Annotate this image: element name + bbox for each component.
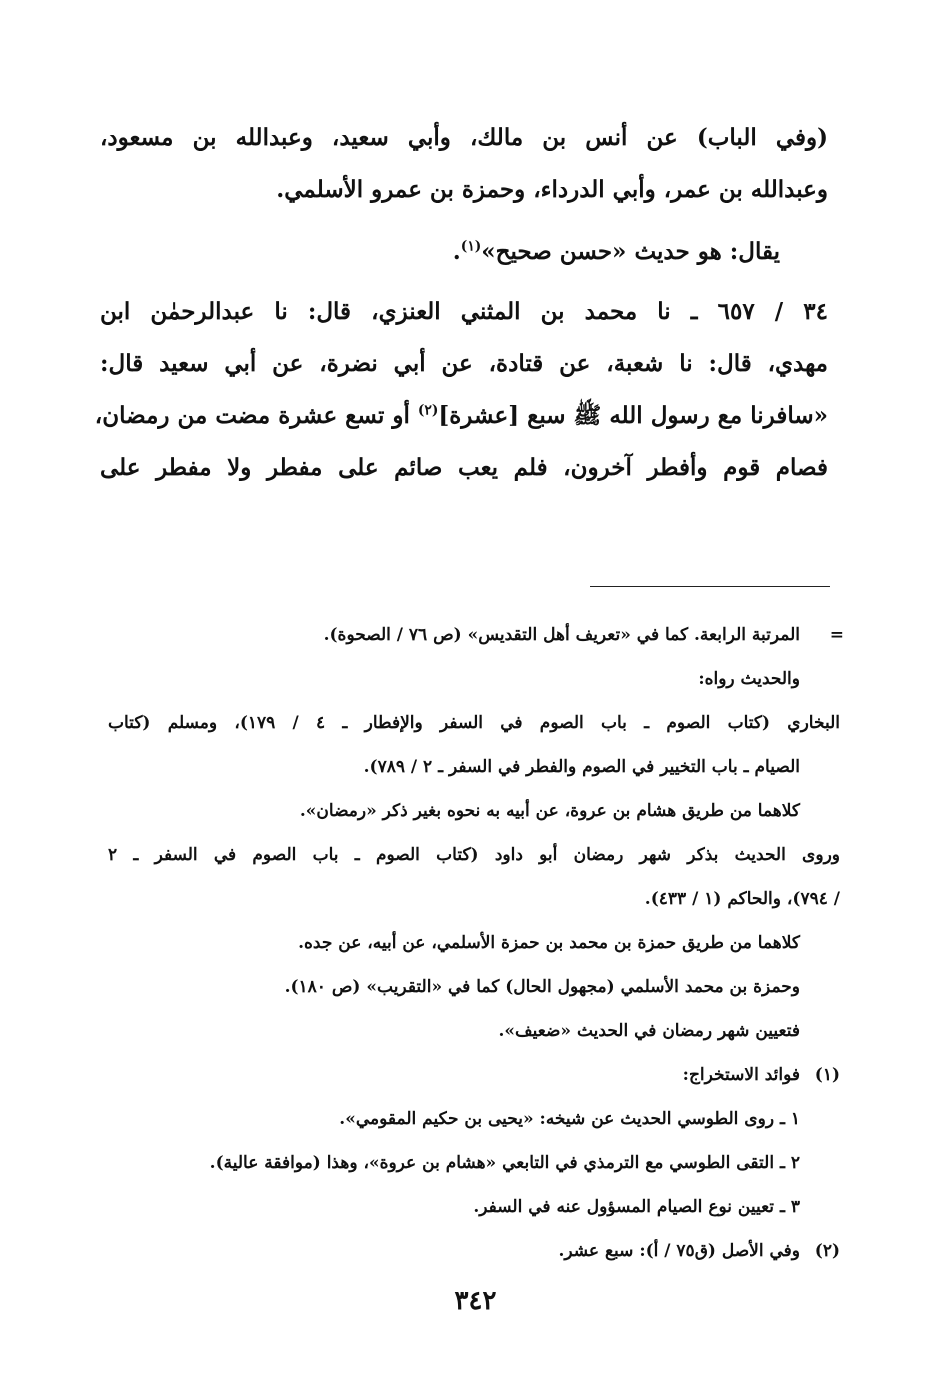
footnote-1-title: فوائد الاستخراج: — [682, 1065, 800, 1085]
footnote-2 — [108, 1229, 840, 1273]
main-text — [94, 112, 828, 494]
paragraph-2 — [100, 226, 828, 278]
paragraph-2-text: يقال: هو حديث «حسن صحيح» — [481, 238, 780, 265]
footnote-2-number: (٢) — [814, 1241, 840, 1261]
footnote-1-item-2: ٢ ـ التقى الطوسي مع الترمذي في التابعي «هشام بن عروة»، وهذا (موافقة عالية). — [209, 1153, 800, 1173]
footnote-cont-line-3: البخاري (كتاب الصوم ـ باب الصوم في السفر والإفطار ـ ٤ / ١٧٩)، ومسلم (كتاب — [108, 713, 840, 733]
footnote-cont-line-2: والحديث رواه: — [698, 669, 800, 689]
paragraph-3-line-1: ٣٤ / ٦٥٧ ـ نا محمد بن المثني العنزي، قال: نا عبدالرحمٰن ابن — [100, 298, 828, 325]
footnote-cont-line-1 — [108, 613, 844, 657]
paragraph-3-line-4: فصام قوم وأفطر آخرون، فلم يعب صائم على مفطر ولا مفطر على — [100, 454, 828, 481]
footnote-cont-text-1: المرتبة الرابعة. كما في «تعريف أهل التقديس» (ص ٧٦ / الصحوة). — [323, 625, 800, 645]
footnote-separator — [590, 586, 830, 587]
page-number: ٣٤٢ — [454, 1286, 497, 1316]
footnotes — [108, 613, 844, 1273]
footnote-1-heading — [108, 1053, 840, 1097]
paragraph-3-line-2: مهدي، قال: نا شعبة، عن قتادة، عن أبي نضرة، عن أبي سعيد قال: — [100, 350, 828, 377]
paragraph-2-end: . — [452, 238, 461, 265]
footnote-1-number: (١) — [814, 1065, 840, 1085]
footnote-ref-2: (٢) — [417, 402, 439, 419]
paragraph-1-line-1: (وفي الباب) عن أنس بن مالك، وأبي سعيد، وعبدالله بن مسعود، — [100, 124, 828, 151]
footnote-cont-line-7: / ٧٩٤)، والحاكم (١ / ٤٣٣). — [644, 889, 840, 909]
paragraph-3-line-3-a: «سافرنا مع رسول الله ﷺ سبع [عشرة] — [438, 402, 828, 429]
footnote-cont-line-4: الصيام ـ باب التخيير في الصوم والفطر في السفر ـ ٢ / ٧٨٩). — [363, 757, 800, 777]
footnote-2-text: وفي الأصل (ق٧٥ / أ): سبع عشر. — [558, 1241, 800, 1261]
footnote-cont-line-6: وروى الحديث بذكر شهر رمضان أبو داود (كتاب الصوم ـ باب الصوم في السفر ـ ٢ — [108, 845, 840, 865]
footnote-1-item-1: ١ ـ روى الطوسي الحديث عن شيخه: «يحيى بن حكيم المقومي». — [339, 1109, 800, 1129]
continuation-mark: = — [829, 625, 844, 645]
footnote-1-item-3: ٣ ـ تعيين نوع الصيام المسؤول عنه في السفر. — [473, 1197, 800, 1217]
footnote-cont-line-10: فتعيين شهر رمضان في الحديث «ضعيف». — [498, 1021, 800, 1041]
paragraph-3-line-3-b: أو تسع عشرة مضت من رمضان، — [94, 402, 418, 429]
paragraph-1-line-2: وعبدالله بن عمر، وأبي الدرداء، وحمزة بن عمرو الأسلمي. — [276, 176, 828, 203]
footnote-cont-line-8: كلاهما من طريق حمزة بن محمد بن حمزة الأسلمي، عن أبيه، عن جده. — [298, 933, 800, 953]
footnote-cont-line-9: وحمزة بن محمد الأسلمي (مجهول الحال) كما في «التقريب» (ص ١٨٠). — [284, 977, 800, 997]
paragraph-3-line-3 — [94, 390, 828, 442]
footnote-cont-line-5: كلاهما من طريق هشام بن عروة، عن أبيه به نحوه بغير ذكر «رمضان». — [299, 801, 800, 821]
footnote-ref-1: (١) — [460, 238, 482, 255]
